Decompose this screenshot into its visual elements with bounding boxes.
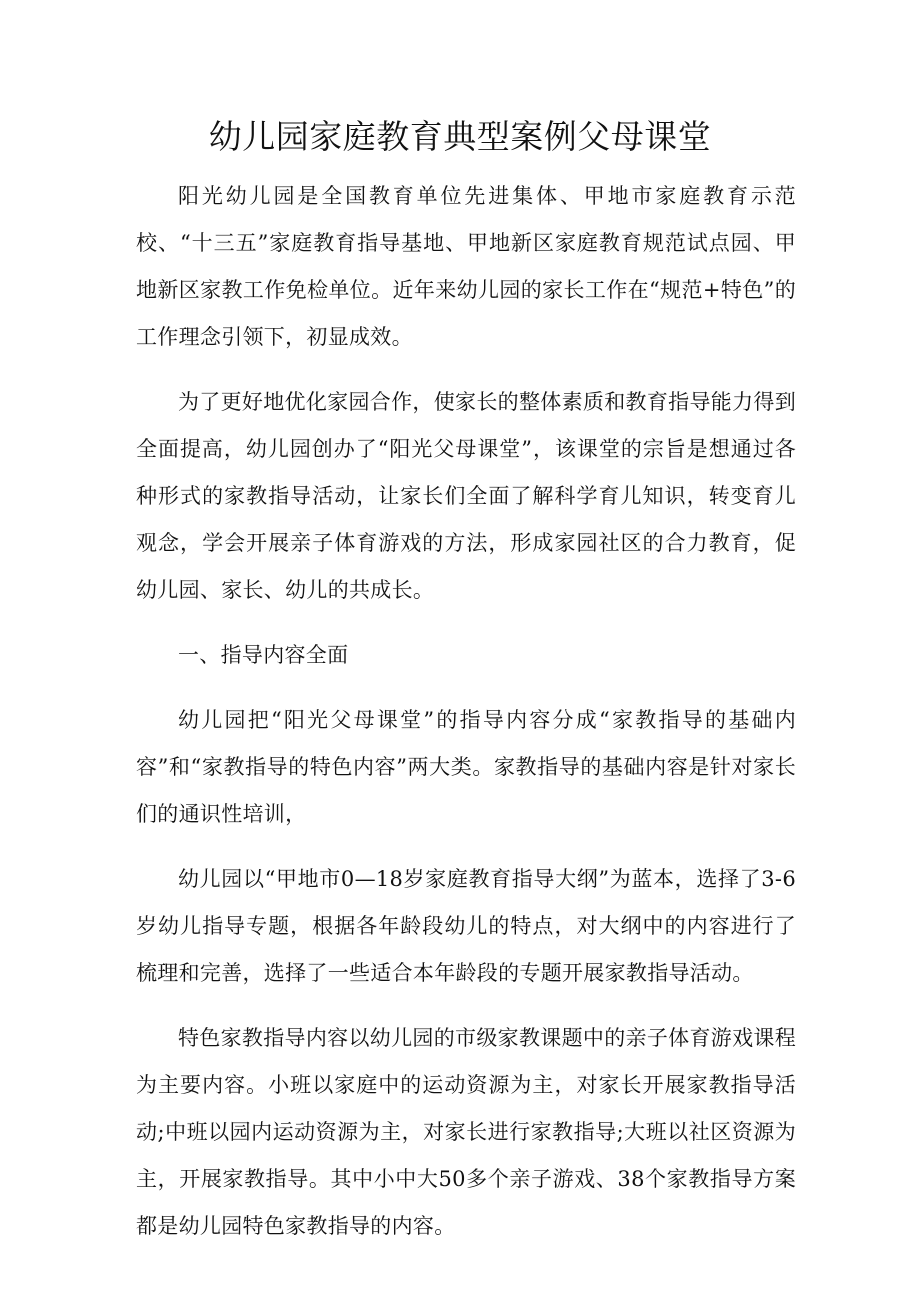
paragraph-special-content: 特色家教指导内容以幼儿园的市级家教课题中的亲子体育游戏课程为主要内容。小班以家庭中的运动资源为主，对家长开展家教指导活动;中班以园内运动资源为主，对家长进行家教指导;大班以社区资源为主，开展家教指导。其中小中大50多个亲子游戏、38个家教指导方案都是幼儿园特色家教指导的内容。 <box>136 1026 796 1238</box>
paragraph-purpose: 为了更好地优化家园合作，使家长的整体素质和教育指导能力得到全面提高，幼儿园创办了“阳光父母课堂”，该课堂的宗旨是想通过各种形式的家教指导活动，让家长们全面了解科学育儿知识，转变育儿观念，学会开展亲子体育游戏的方法，形成家园社区的合力教育，促幼儿园、家长、幼儿的共成长。 <box>136 390 796 602</box>
section-heading: 一、指导内容全面 <box>178 643 349 667</box>
paragraph-content-categories: 幼儿园把“阳光父母课堂”的指导内容分成“家教指导的基础内容”和“家教指导的特色内容”两大类。家教指导的基础内容是针对家长们的通识性培训， <box>136 708 796 826</box>
paragraph-basic-content: 幼儿园以“甲地市0—18岁家庭教育指导大纲”为蓝本，选择了3-6岁幼儿指导专题，根据各年龄段幼儿的特点，对大纲中的内容进行了梳理和完善，选择了一些适合本年龄段的专题开展家教指导活动。 <box>136 867 796 985</box>
document-title: 幼儿园家庭教育典型案例父母课堂 <box>208 117 712 156</box>
document-body <box>136 173 796 1268</box>
paragraph-intro: 阳光幼儿园是全国教育单位先进集体、甲地市家庭教育示范校、“十三五”家庭教育指导基地、甲地新区家庭教育规范试点园、甲地新区家教工作免检单位。近年来幼儿园的家长工作在“规范+特色”的工作理念引领下，初显成效。 <box>136 184 796 349</box>
